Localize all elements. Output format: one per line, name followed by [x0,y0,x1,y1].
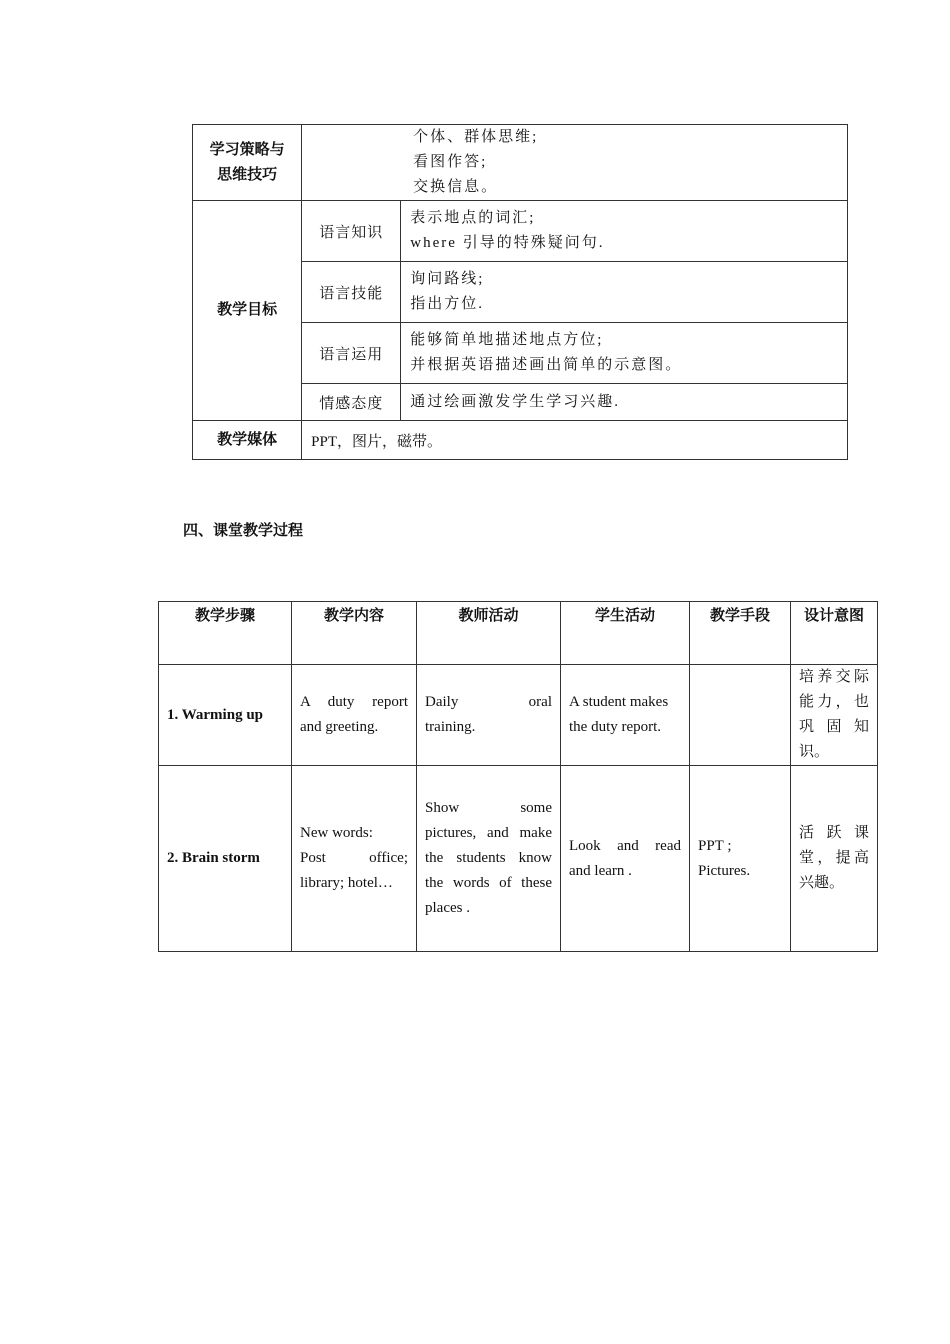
content-line-text: New words: [300,825,373,841]
media-label: 教学媒体 [193,421,302,460]
means-line: Pictures. [698,862,751,879]
intent-line [799,871,869,896]
content-line: Post office; [300,850,408,866]
teacher-line-text: training. [425,719,476,735]
goal-line: 并根据英语描述画出简单的示意图。 [410,357,683,373]
goals-label: 教学目标 [193,201,302,421]
strategy-label-line: 学习策略与 [209,141,285,158]
means-cell [690,665,791,766]
step-cell: 1. Warming up [159,665,292,766]
step-cell: 2. Brain storm [159,766,292,952]
strategy-row [193,125,848,201]
content-line-text: and greeting. [300,719,379,735]
strategy-line: 看图作答; [413,154,488,170]
student-line: the duty report. [569,719,662,735]
teacher-line: the words of these [425,875,552,891]
table-row [159,766,878,952]
strategy-content [302,125,848,201]
section-heading: 四、课堂教学过程 [183,523,304,539]
goal-line: 表示地点的词汇; [410,210,536,226]
teacher-line: Show some [425,800,552,816]
intent-line: 巩固知 [799,719,869,735]
header-row [159,602,878,665]
teacher-cell [417,766,561,952]
media-value: PPT，图片，磁带。 [302,421,848,460]
objectives-table [192,124,848,460]
goal-content [401,201,848,262]
content-cell [292,766,417,952]
goal-label: 语言运用 [302,323,401,384]
goal-label: 语言知识 [302,201,401,262]
strategy-line: 个体、群体思维; [413,129,539,145]
intent-cell [791,766,878,952]
content-line: A duty report [300,694,408,710]
intent-line: 活跃课 [799,825,869,841]
intent-line: 能力，也 [799,694,869,710]
intent-line [799,740,869,765]
goal-line: 指出方位. [410,296,485,312]
content-cell [292,665,417,766]
means-line: PPT ; [698,837,732,854]
media-row [193,421,848,460]
goal-label: 语言技能 [302,262,401,323]
student-line-text: and learn . [569,862,632,879]
goal-label: 情感态度 [302,384,401,421]
header-cell: 教学手段 [690,602,791,665]
strategy-line: 交换信息。 [413,179,499,195]
teacher-line [425,715,552,740]
intent-line-text: 识。 [799,744,830,760]
intent-line-text: 兴趣。 [799,875,845,891]
teacher-line: pictures, and make [425,825,552,841]
content-line [300,871,408,896]
table-row [159,665,878,766]
teacher-cell [417,665,561,766]
student-line [569,859,681,884]
process-table [158,601,878,952]
header-cell: 教学内容 [292,602,417,665]
goal-line: 通过绘画激发学生学习兴趣. [410,393,621,410]
student-line: A student makes [569,694,669,710]
intent-line: 堂，提高 [799,850,869,866]
intent-line: 培养交际 [799,669,869,685]
header-cell: 教学步骤 [159,602,292,665]
goal-line: where 引导的特殊疑问句. [410,235,605,251]
header-cell: 学生活动 [561,602,690,665]
goal-line: 能够简单地描述地点方位; [410,332,604,348]
goal-line: 询问路线; [410,271,485,287]
strategy-label-line: 思维技巧 [217,166,278,183]
teacher-line-text: places . [425,900,470,916]
means-cell [690,766,791,952]
teacher-line [425,896,552,921]
strategy-label [193,125,302,201]
student-line: Look and read [569,837,681,854]
teacher-line: Daily oral [425,694,552,710]
teacher-line: the students know [425,850,552,866]
content-line [300,821,408,846]
header-cell: 教师活动 [417,602,561,665]
goal-content [401,384,848,421]
goal-content [401,323,848,384]
content-line-text: library; hotel… [300,875,393,891]
content-line [300,715,408,740]
header-cell: 设计意图 [791,602,878,665]
goal-content [401,262,848,323]
student-cell [561,766,690,952]
student-cell [561,665,690,766]
intent-cell [791,665,878,766]
goal-row [193,201,848,262]
